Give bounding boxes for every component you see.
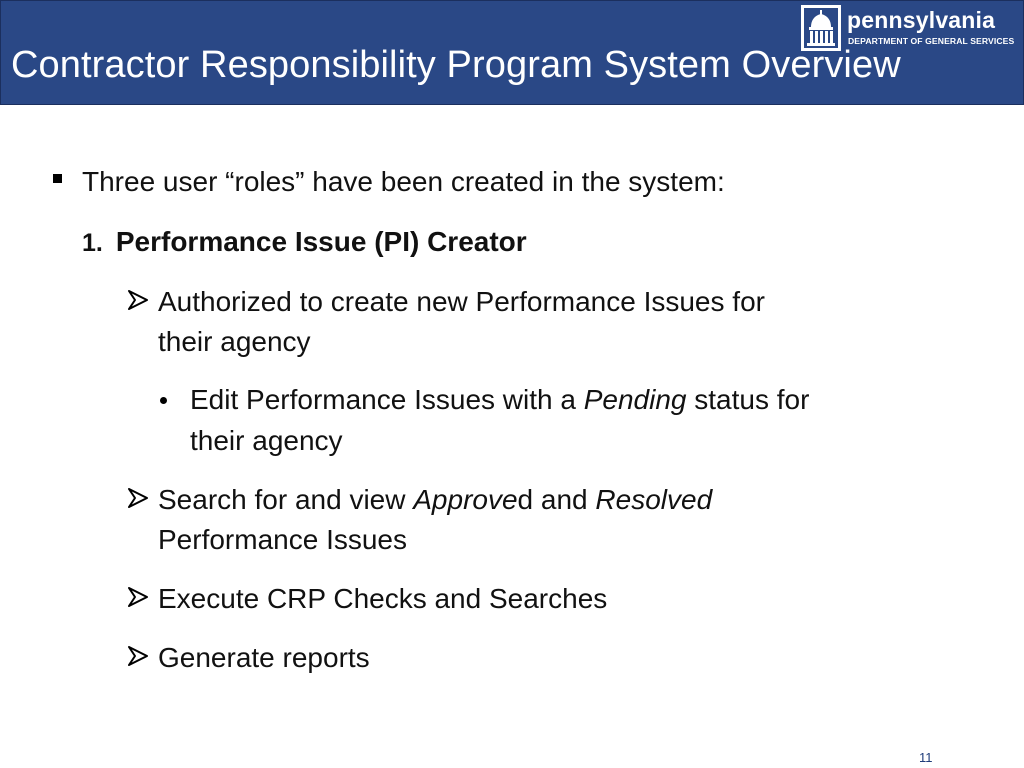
dot-bullet-icon [160,397,167,404]
intro-text: Three user “roles” have been created in the system: [82,166,725,197]
role-heading [82,222,527,263]
slide-title: Contractor Responsibility Program System Overview [11,44,901,86]
item-search-line2: Performance Issues [158,524,407,555]
arrow-bullet-icon [127,289,149,311]
subitem-edit-emphasis: Pending [583,384,687,415]
role-title: Performance Issue (PI) Creator [115,226,527,257]
logo-department-name: DEPARTMENT OF GENERAL SERVICES [848,36,1015,46]
role-number: 1. [82,229,103,257]
item-execute: Execute CRP Checks and Searches [158,583,608,614]
arrow-bullet-icon [127,586,149,608]
slide-number: 11 [919,750,933,765]
item-search-text-mid: d and [517,484,596,515]
logo-state-name: pennsylvania [847,7,996,33]
subitem-edit-line2: their agency [190,425,343,456]
item-search-line1 [158,480,712,520]
subitem-edit-text-after: status for [686,384,810,415]
arrow-bullet-icon [127,645,149,667]
item-search-emphasis-approved: Approve [413,484,518,515]
item-create-line1: Authorized to create new Performance Issues for [158,286,765,317]
item-create-line2: their agency [158,326,311,357]
item-search-emphasis-resolved: Resolved [595,484,713,515]
arrow-bullet-icon [127,487,149,509]
subitem-edit-text-before: Edit Performance Issues with a [190,384,584,415]
item-reports: Generate reports [158,642,370,673]
square-bullet-icon [53,174,62,183]
item-search-text-before: Search for and view [158,484,414,515]
subitem-edit-line1 [190,380,809,420]
